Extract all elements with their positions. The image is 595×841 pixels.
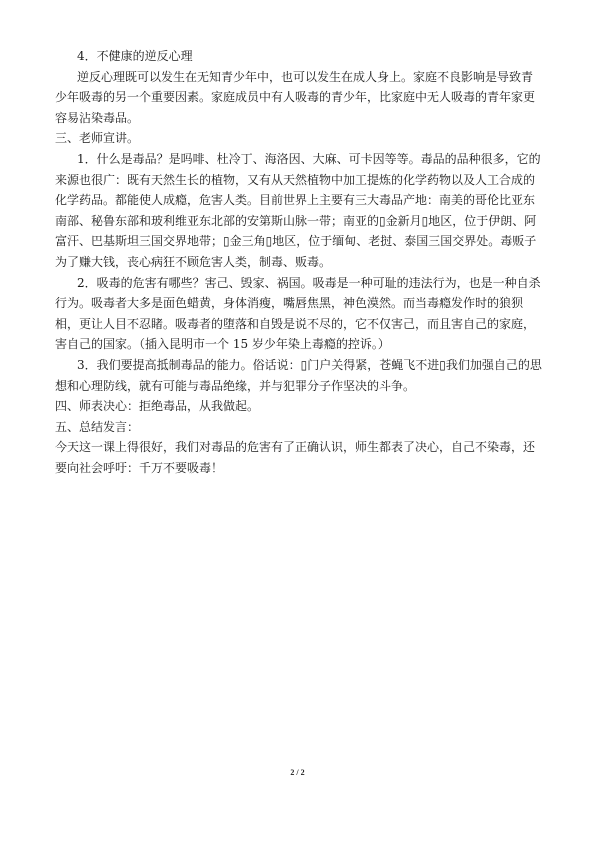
summary-line: 今天这一课上得很好，我们对毒品的危害有了正确认识，师生都表了决心，自己不染毒，还 xyxy=(55,440,536,455)
document-body xyxy=(55,46,545,478)
page-number: 2 / 2 xyxy=(290,768,305,777)
item-1-line: 来源也很广：既有天然生长的植物，又有从天然植物中加工提炼的化学药物以及人工合成的 xyxy=(55,172,536,187)
item-1-line: 富汗、巴基斯坦三国交界地带；▯金三角▯地区，位于缅甸、老挝、泰国三国交界处。毒贩子 xyxy=(55,234,537,249)
item-1-line: 南部、秘鲁东部和玻利维亚东北部的安第斯山脉一带；南亚的▯金新月▯地区，位于伊朗、阿 xyxy=(55,213,537,228)
section-heading-4: 4．不健康的逆反心理 xyxy=(77,49,193,63)
paragraph-line: 少年吸毒的另一个重要因素。家庭成员中有人吸毒的青少年，比家庭中无人吸毒的青年家更 xyxy=(55,90,536,105)
item-1-line: 为了赚大钱，丧心病狂不顾危害人类，制毒、贩毒。 xyxy=(55,254,332,269)
item-2-line: 行为。吸毒者大多是面色蜡黄，身体消瘦，嘴唇焦黑，神色漠然。而当毒瘾发作时的狼狈 xyxy=(55,296,524,311)
part-heading-3: 三、老师宣讲。 xyxy=(55,131,140,146)
part-heading-4: 四、师表决心：拒绝毒品，从我做起。 xyxy=(55,399,260,414)
paragraph-line: 容易沾染毒品。 xyxy=(55,110,140,125)
item-3-line: 想和心理防线，就有可能与毒品绝缘，并与犯罪分子作坚决的斗争。 xyxy=(55,378,416,393)
item-2-line: 相，更让人目不忍睹。吸毒者的堕落和自毁是说不尽的，它不仅害己，而且害自己的家庭， xyxy=(55,316,536,331)
part-heading-5: 五、总结发言： xyxy=(55,419,140,434)
item-1-line: 化学药品。都能使人成瘾，危害人类。目前世界上主要有三大毒品产地：南美的哥伦比亚东 xyxy=(55,193,536,208)
paragraph-line: 逆反心理既可以发生在无知青少年中，也可以发生在成人身上。家庭不良影响是导致青 xyxy=(77,69,534,84)
item-3-line: 3．我们要提高抵制毒品的能力。俗话说：▯门户关得紧，苍蝇飞不进▯我们加强自己的思 xyxy=(77,357,542,372)
item-2-line: 2．吸毒的危害有哪些？害己、毁家、祸国。吸毒是一种可耻的违法行为，也是一种自杀 xyxy=(77,275,541,290)
summary-line: 要向社会呼吁：千万不要吸毒！ xyxy=(55,460,224,475)
item-2-line: 害自己的国家。（插入昆明市一个 15 岁少年染上毒瘾的控诉。） xyxy=(55,337,390,352)
item-1-line: 1．什么是毒品？是吗啡、杜冷丁、海洛因、大麻、可卡因等等。毒品的品种很多，它的 xyxy=(77,151,541,166)
